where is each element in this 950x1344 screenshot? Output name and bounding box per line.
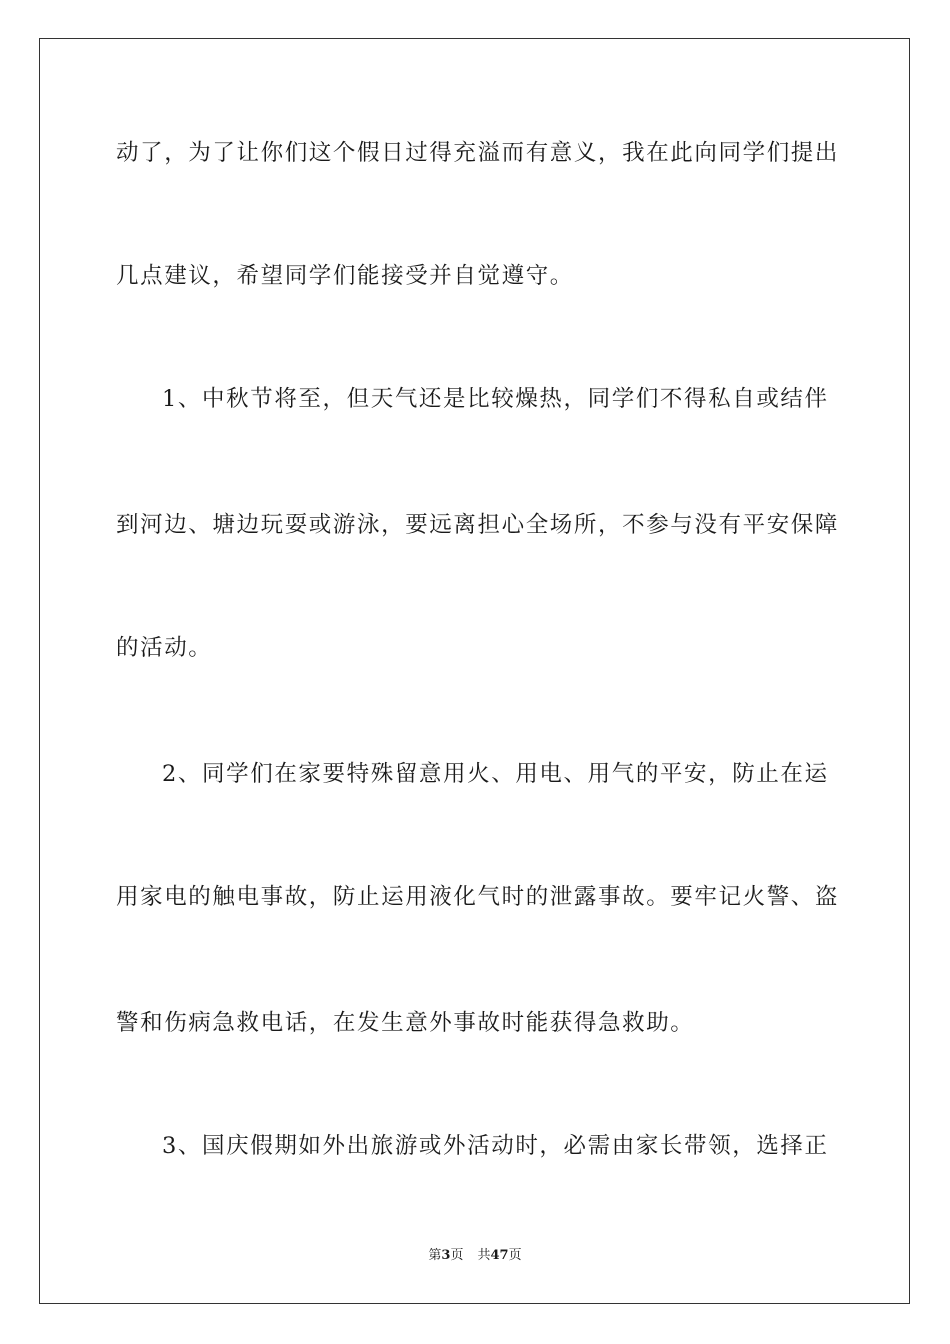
paragraph-line: 2、同学们在家要特殊留意用火、用电、用气的平安，防止在运 <box>162 761 829 787</box>
paragraph-line: 1、中秋节将至，但天气还是比较燥热，同学们不得私自或结伴 <box>162 386 829 412</box>
total-suffix: 页 <box>508 1248 522 1263</box>
page-suffix: 页 <box>450 1248 464 1263</box>
paragraph-line: 警和伤病急救电话，在发生意外事故时能获得急救助。 <box>116 1010 695 1036</box>
paragraph-line: 到河边、塘边玩耍或游泳，要远离担心全场所，不参与没有平安保障 <box>116 512 840 538</box>
page-footer <box>0 1248 950 1264</box>
paragraph-line: 的活动。 <box>116 635 213 661</box>
paragraph-line: 动了，为了让你们这个假日过得充溢而有意义，我在此向同学们提出 <box>116 140 840 166</box>
paragraph-line: 用家电的触电事故，防止运用液化气时的泄露事故。要牢记火警、盗 <box>116 884 840 910</box>
total-pages: 47 <box>490 1248 509 1263</box>
page-border <box>39 38 910 1304</box>
total-prefix: 共 <box>477 1248 491 1263</box>
page-prefix: 第 <box>428 1248 442 1263</box>
page-number: 3 <box>441 1248 451 1263</box>
paragraph-line: 几点建议，希望同学们能接受并自觉遵守。 <box>116 263 574 289</box>
paragraph-line: 3、国庆假期如外出旅游或外活动时，必需由家长带领，选择正 <box>162 1133 829 1159</box>
